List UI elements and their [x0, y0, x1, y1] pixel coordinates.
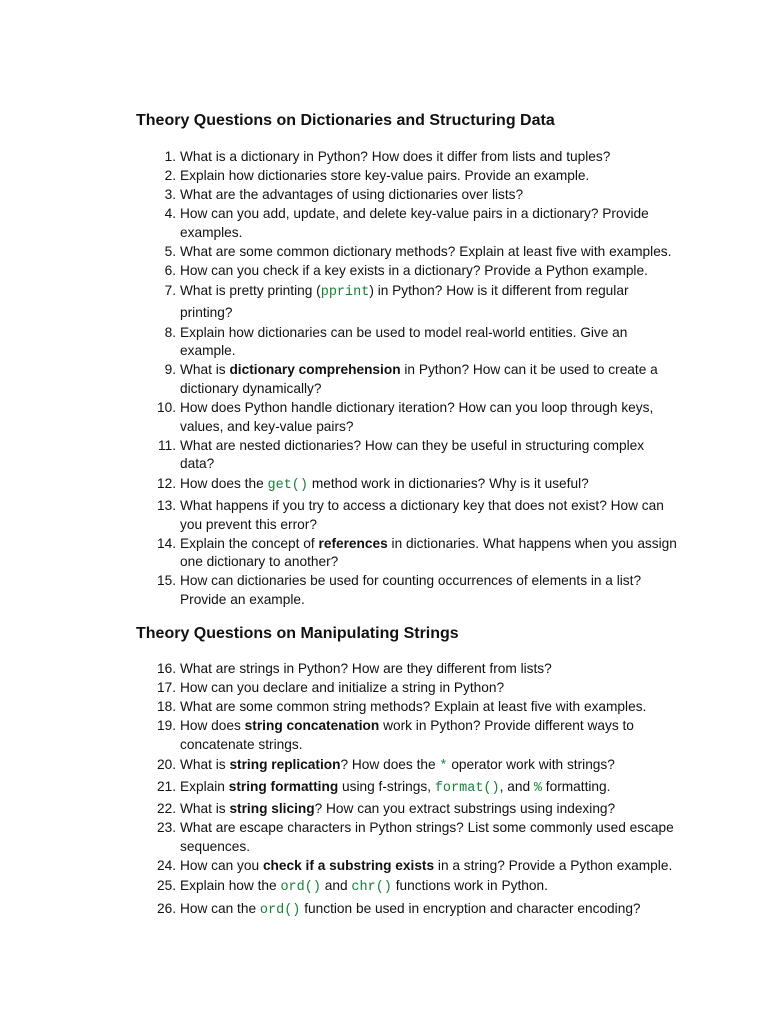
list-item: 22. What is string slicing? How can you extract substrings using indexing?: [156, 801, 616, 817]
list-item: 18. What are some common string methods? Explain at least five with examples.: [156, 698, 647, 714]
list-item: 6. How can you check if a key exists in a dictionary? Provide a Python example.: [164, 262, 648, 278]
bold-term: string replication: [229, 756, 341, 772]
bold-term: string concatenation: [244, 717, 380, 733]
bold-term: check if a substring exists: [262, 857, 435, 873]
list-item: 9. What is dictionary comprehension in Python? How can it be used to create a dictionary dynamically?: [164, 362, 658, 397]
list-item: 24. How can you check if a substring exists in a string? Provide a Python example.: [156, 857, 673, 873]
list-item: 8. Explain how dictionaries can be used to model real-world entities. Give an example.: [164, 324, 628, 359]
list-item: 7. What is pretty printing (pprint) in Python? How is it different from regular printing?: [164, 282, 629, 320]
list-item: 11. What are nested dictionaries? How can they be useful in structuring complex data?: [157, 437, 645, 472]
inline-code: pprint: [320, 284, 370, 300]
bold-term: references: [318, 535, 388, 551]
bold-term: string formatting: [228, 779, 339, 795]
list-item: 2. Explain how dictionaries store key-value pairs. Provide an example.: [164, 167, 590, 183]
bold-term: dictionary comprehension: [229, 362, 401, 378]
list-item: 26. How can the ord() function be used in encryption and character encoding?: [156, 900, 641, 918]
inline-code: chr(): [351, 879, 392, 895]
section-heading-dictionaries: Theory Questions on Dictionaries and Structuring Data: [136, 112, 555, 129]
question-list-dictionaries: [0, 148, 768, 610]
list-item: 15. How can dictionaries be used for counting occurrences of elements in a list? Provide an example.: [156, 573, 642, 607]
list-item: 10. How does Python handle dictionary iteration? How can you loop through keys, values, and key-value pairs?: [156, 400, 654, 434]
list-item: 3. What are the advantages of using dictionaries over lists?: [164, 186, 524, 202]
list-item: 16. What are strings in Python? How are they different from lists?: [156, 661, 552, 676]
inline-code: ord(): [280, 879, 321, 895]
list-item: 20. What is string replication? How does the * operator work with strings?: [156, 756, 615, 774]
question-list-strings: [0, 660, 768, 922]
list-item: 13. What happens if you try to access a dictionary key that does not exist? How can you prevent this error?: [156, 498, 664, 532]
bold-term: string slicing: [229, 801, 315, 817]
list-item: 19. How does string concatenation work in Python? Provide different ways to concatenate strings.: [156, 717, 634, 752]
inline-code: format(): [434, 781, 500, 797]
list-item: 14. Explain the concept of references in dictionaries. What happens when you assign one dictionary to another?: [156, 535, 677, 570]
list-item: 23. What are escape characters in Python strings? List some commonly used escape sequences.: [156, 820, 674, 854]
list-item: 21. Explain string formatting using f-strings, format(), and % formatting.: [156, 779, 611, 797]
list-item: 1. What is a dictionary in Python? How does it differ from lists and tuples?: [164, 149, 611, 164]
inline-code: get(): [267, 478, 309, 494]
list-item: 25. Explain how the ord() and chr() functions work in Python.: [156, 877, 548, 895]
list-item: 4. How can you add, update, and delete key-value pairs in a dictionary? Provide examples.: [164, 205, 649, 240]
list-item: 12. How does the get() method work in dictionaries? Why is it useful?: [156, 476, 589, 494]
inline-code: *: [439, 758, 448, 774]
list-item: 17. How can you declare and initialize a string in Python?: [156, 679, 505, 695]
list-item: 5. What are some common dictionary methods? Explain at least five with examples.: [164, 243, 672, 259]
section-heading-strings: Theory Questions on Manipulating Strings: [136, 625, 459, 642]
inline-code: ord(): [259, 902, 301, 918]
inline-code: %: [533, 781, 542, 797]
